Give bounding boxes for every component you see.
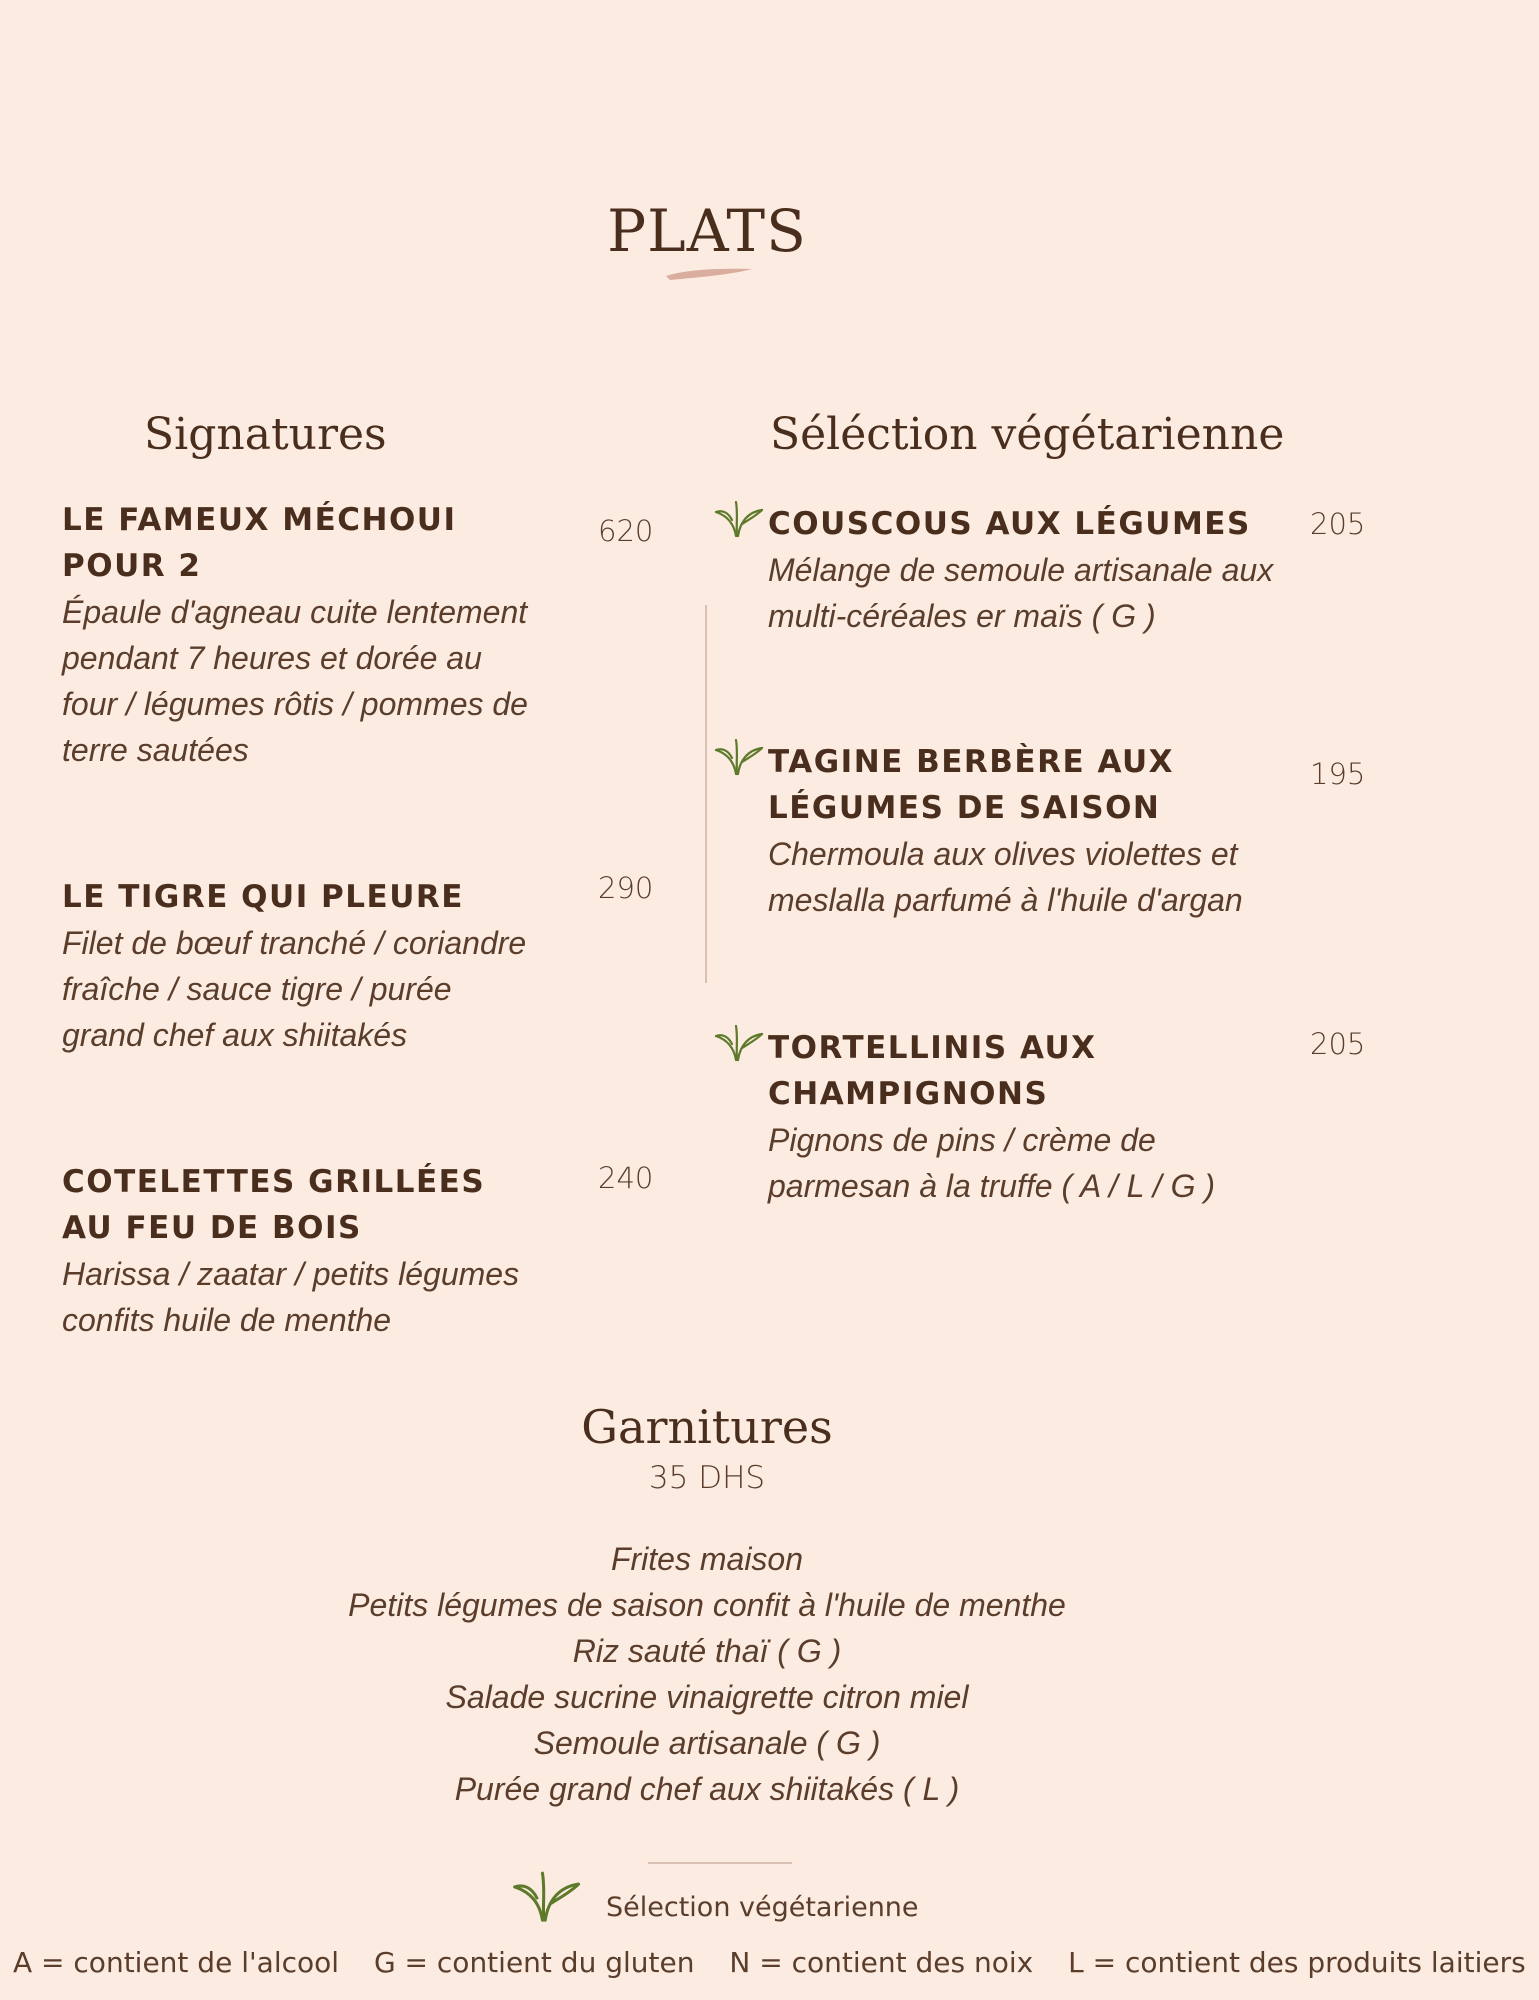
- dish-name: TAGINE BERBÈRE AUX LÉGUMES DE SAISON: [768, 744, 1175, 826]
- brush-stroke-decoration: [664, 262, 754, 284]
- dish-name: COTELETTES GRILLÉES AU FEU DE BOIS: [62, 1164, 486, 1246]
- legend-vegetarian-label: Sélection végétarienne: [606, 1892, 919, 1923]
- dish-description: Épaule d'agneau cuite lentement pendant 7 heures et dorée au four / légumes rôtis / pommes de terre sautées: [62, 594, 528, 768]
- dish-description: Pignons de pins / crème de parmesan à la truffe ( A / L / G ): [768, 1122, 1215, 1204]
- dish-description: Mélange de semoule artisanale aux multi-céréales er maïs ( G ): [768, 552, 1274, 634]
- list-item: Semoule artisanale ( G ): [533, 1725, 881, 1761]
- section-title-signatures: Signatures: [144, 408, 387, 460]
- column-divider: [705, 605, 707, 983]
- list-item: Riz sauté thaï ( G ): [572, 1633, 842, 1669]
- sprout-icon: [512, 1870, 584, 1926]
- garnitures-list: [0, 1536, 1414, 1812]
- dish-name: TORTELLINIS AUX CHAMPIGNONS: [768, 1030, 1097, 1112]
- dish-item-signature-2: [62, 874, 572, 1058]
- dish-item-vegetarian-3: [768, 1025, 1278, 1209]
- allergen-item: A = contient de l'alcool: [13, 1946, 340, 1979]
- list-item: Purée grand chef aux shiitakés ( L ): [454, 1771, 960, 1807]
- dish-item-vegetarian-1: [768, 501, 1278, 639]
- allergen-item: G = contient du gluten: [373, 1946, 695, 1979]
- list-item: Salade sucrine vinaigrette citron miel: [445, 1679, 969, 1715]
- dish-description: Chermoula aux olives violettes et meslalla parfumé à l'huile d'argan: [768, 836, 1243, 918]
- dish-description: Filet de bœuf tranché / coriandre fraîche / sauce tigre / purée grand chef aux shiitakés: [62, 925, 527, 1053]
- dish-price: 620: [598, 514, 654, 548]
- list-item: Petits légumes de saison confit à l'huile de menthe: [348, 1587, 1066, 1623]
- list-item: Frites maison: [610, 1541, 804, 1577]
- dish-item-signature-1: [62, 497, 572, 773]
- dish-price: 205: [1310, 1027, 1366, 1061]
- dish-price: 195: [1310, 757, 1366, 791]
- dish-item-signature-3: [62, 1159, 572, 1343]
- dish-item-vegetarian-2: [768, 739, 1278, 923]
- section-title-garnitures: Garnitures: [581, 1400, 833, 1454]
- section-title-vegetarian: Séléction végétarienne: [770, 408, 1285, 460]
- allergen-item: N = contient des noix: [729, 1946, 1034, 1979]
- dish-price: 240: [598, 1161, 654, 1195]
- dish-description: Harissa / zaatar / petits légumes confits huile de menthe: [62, 1256, 520, 1338]
- allergen-item: L = contient des produits laitiers: [1068, 1946, 1526, 1979]
- dish-price: 290: [598, 871, 654, 905]
- sprout-icon: [714, 738, 766, 778]
- dish-name: LE TIGRE QUI PLEURE: [62, 879, 464, 915]
- page-title: PLATS: [607, 196, 807, 265]
- sprout-icon: [714, 1024, 766, 1064]
- sprout-icon: [714, 500, 766, 540]
- garnitures-price: 35 DHS: [648, 1460, 766, 1496]
- allergen-legend: [0, 1946, 1526, 1979]
- dish-price: 205: [1310, 507, 1366, 541]
- legend-divider: [648, 1862, 792, 1864]
- dish-name: COUSCOUS AUX LÉGUMES: [768, 506, 1251, 542]
- dish-name: LE FAMEUX MÉCHOUI POUR 2: [62, 502, 457, 584]
